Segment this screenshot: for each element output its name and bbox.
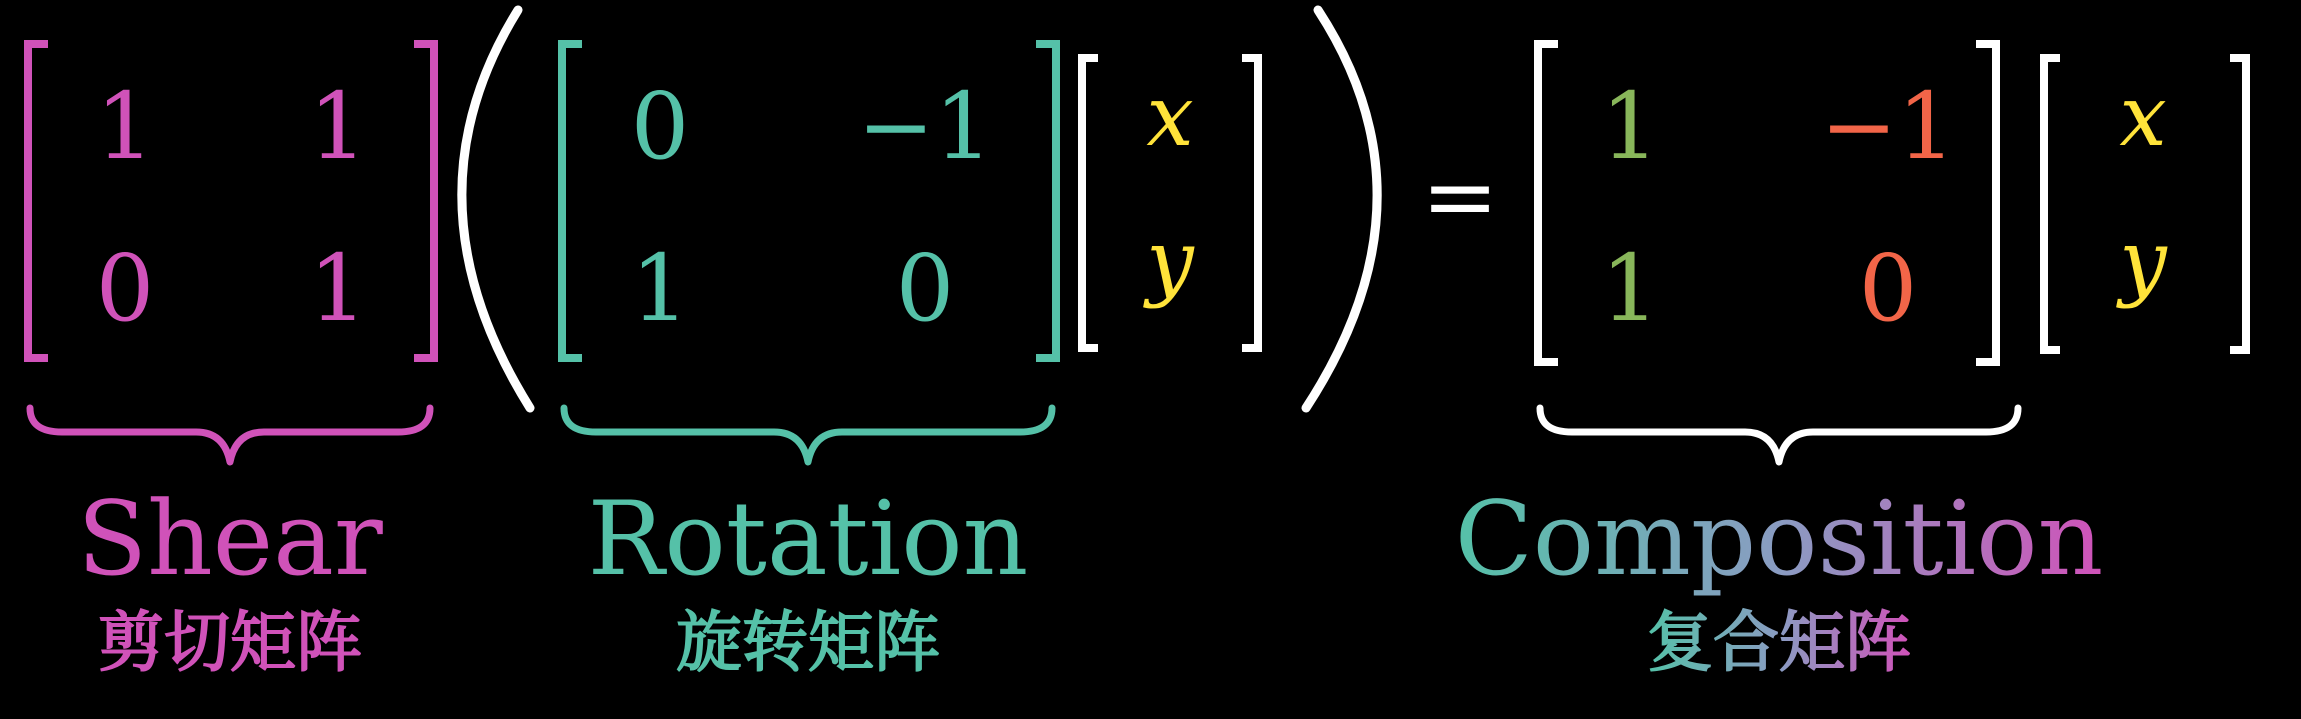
input-vector [1082,58,1258,348]
vector-left-bracket [1082,58,1098,348]
shear-left-bracket [28,44,48,358]
composition-m21: 1 [1600,235,1660,342]
composition-right-bracket [1976,44,1996,362]
composition-m22: 0 [1858,235,1918,342]
shear-right-bracket [414,44,434,358]
result-vector-right-bracket [2230,58,2246,350]
equals-sign: = [1421,143,1499,250]
rotation-m21: 1 [630,235,690,342]
result-vector-y: y [2119,212,2167,310]
composition-label: Composition [1454,480,2104,599]
shear-label-zh: 剪切矩阵 [98,604,362,681]
rotation-matrix [562,44,1056,358]
shear-m12: 1 [308,73,368,180]
rotation-m22: 0 [895,235,955,342]
composition-m12: −1 [1820,73,1956,180]
shear-m22: 1 [308,235,368,342]
composition-label-zh: 复合矩阵 [1647,604,1911,681]
shear-m21: 0 [95,235,155,342]
composition-matrix [1538,44,1996,362]
rotation-label-zh: 旋转矩阵 [676,604,940,681]
composition-m11: 1 [1600,73,1660,180]
vector-x: x [1146,67,1194,165]
shear-label: Shear [77,480,383,599]
rotation-underbrace [564,408,1052,462]
rotation-label: Rotation [587,480,1029,599]
shear-matrix [28,44,434,358]
right-parenthesis [1306,10,1377,408]
rotation-left-bracket [562,44,582,358]
composition-underbrace [1540,408,2018,462]
rotation-m12: −1 [857,73,993,180]
rotation-right-bracket [1036,44,1056,358]
result-vector-x: x [2119,67,2167,165]
rotation-m11: 0 [630,73,690,180]
result-vector [2044,58,2246,350]
composition-left-bracket [1538,44,1558,362]
shear-underbrace [30,408,430,462]
vector-right-bracket [1242,58,1258,348]
left-parenthesis [462,10,530,408]
vector-y: y [1146,212,1194,310]
shear-m11: 1 [95,73,155,180]
result-vector-left-bracket [2044,58,2060,350]
